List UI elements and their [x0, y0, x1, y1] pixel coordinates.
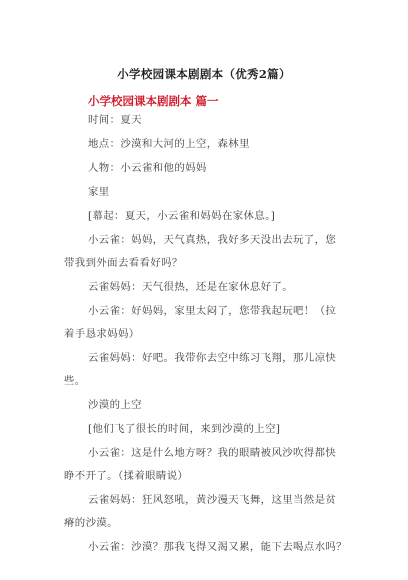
text-line-dialogue: 小云雀：妈妈，天气真热，我好多天没出去玩了，您 [88, 234, 337, 246]
text-line-dialogue: 云雀妈妈：天气很热，还是在家休息好了。 [88, 281, 294, 293]
text-line-dialogue: 小云雀：好妈妈，家里太闷了，您带我起玩吧！（拉 [88, 305, 337, 317]
text-line-dialogue: 小云雀：这是什么地方呀？我的眼睛被风沙吹得都快 [88, 447, 337, 459]
text-line-place: 地点：沙漠和大河的上空，森林里 [88, 138, 250, 150]
text-line-dialogue-cont: 瘠的沙漠。 [64, 517, 118, 529]
text-line-dialogue-cont: 睁不开了。（揉着眼睛说） [64, 470, 189, 482]
text-line-characters: 人物：小云雀和他的妈妈 [88, 162, 207, 174]
text-line-dialogue: 云雀妈妈：好吧。我带你去空中练习飞翔，那儿凉快 [88, 352, 337, 364]
section-heading: 小学校园课本剧剧本 篇一 [88, 94, 219, 108]
text-line-dialogue-cont: 着手恳求妈妈） [64, 328, 140, 340]
text-line-dialogue-cont: 带我到外面去看看好吗？ [64, 257, 183, 269]
text-line-stage-direction: [幕起：夏天，小云雀和妈妈在家休息。] [88, 210, 276, 222]
text-line-scene-home: 家里 [88, 186, 110, 198]
text-line-stage-direction: [他们飞了很长的时间，来到沙漠的上空] [88, 423, 281, 435]
text-line-dialogue: 小云雀：沙漠？那我飞得又渴又累，能下去喝点水吗？ [88, 541, 347, 553]
document-title: 小学校园课本剧剧本（优秀2篇） [117, 67, 291, 81]
text-line-time: 时间：夏天 [88, 114, 142, 126]
text-line-dialogue: 云雀妈妈：狂风怒吼，黄沙漫天飞舞，这里当然是贫 [88, 494, 337, 506]
text-line-scene-desert: 沙漠的上空 [88, 399, 142, 411]
text-line-dialogue-cont: 些。 [64, 375, 86, 387]
